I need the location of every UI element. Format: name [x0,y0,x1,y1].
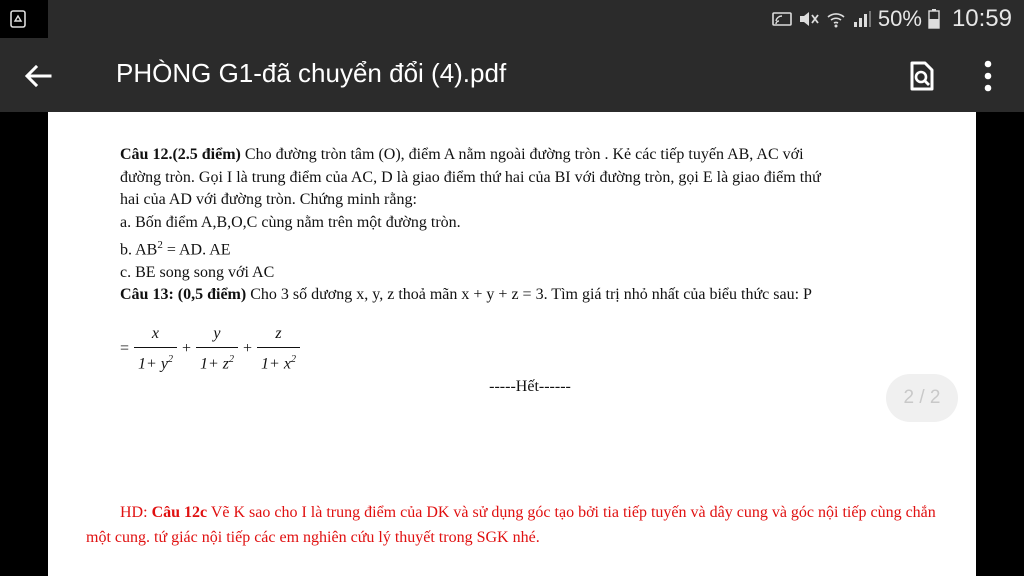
q12-heading: Câu 12.(2.5 điểm) [120,146,241,163]
plus-sign-1: + [181,340,191,358]
fraction-1-numerator: x [151,324,160,342]
status-bar [48,0,1024,38]
fraction-2-numerator: y [213,324,221,342]
app-bar [0,38,1024,112]
q12-item-a: a. Bốn điểm A,B,O,C cùng nằm trên một đường tròn. [120,213,461,231]
q13-line [120,284,940,307]
recycle-notification-icon [10,10,26,28]
q13-formula [120,323,940,376]
q12-line-2: đường tròn. Gọi I là trung điểm của AC, D là giao điểm thứ hai của BI với đường tròn, gọi E là giao điểm thứ [120,168,821,186]
mute-icon [798,11,820,27]
plus-sign-2: + [243,340,253,358]
document-search-icon[interactable] [905,60,937,92]
q12-item-b [120,234,940,262]
fraction-1-den-text: 1+ y [138,355,168,373]
hint-prefix: HD: [120,504,152,521]
q12-item-b-sup: 2 [157,239,163,251]
end-mark: -----Hết------ [489,378,571,396]
q12-item-b-prefix: b. AB [120,241,158,259]
fraction-3-numerator: z [275,324,282,342]
signal-icon [852,10,872,28]
fraction-1-sup: 2 [167,354,173,366]
fraction-3-denominator [257,347,300,376]
fraction-3 [257,323,300,376]
equals-sign: = [120,340,130,358]
page-indicator: 2 / 2 [886,374,958,422]
fraction-1-denominator [134,347,177,376]
hint-text: Vẽ K sao cho I là trung điểm của DK và sử dụng góc tạo bởi tia tiếp tuyến và dây cung và góc nội tiếp cùng chắn một cung. tứ giác nội tiếp các em nghiên cứu lý thuyết trong SGK nhé. [86,504,936,546]
q12-item-b-suffix: = AD. AE [162,241,231,259]
fraction-2-den-text: 1+ z [199,355,229,373]
wifi-icon [826,10,846,28]
fraction-2-sup: 2 [229,354,234,366]
fraction-2 [196,323,238,376]
pdf-page[interactable] [48,112,976,576]
q12-text-1: Cho đường tròn tâm (O), điểm A nằm ngoài đường tròn . Kẻ các tiếp tuyến AB, AC với [240,146,804,163]
back-arrow-icon[interactable] [22,60,54,92]
status-icons [772,6,1012,32]
document-title: PHÒNG G1-đã chuyển đổi (4).pdf [116,58,507,88]
q12-line-3: hai của AD với đường tròn. Chứng minh rằng: [120,191,417,208]
hint-paragraph [86,500,946,550]
q13-text: Cho 3 số dương x, y, z thoả mãn x + y + z = 3. Tìm giá trị nhỏ nhất của biểu thức sau: P [246,286,812,304]
clock: 10:59 [951,5,1012,32]
fraction-3-sup: 2 [290,354,296,366]
hint-label: Câu 12c [151,504,208,521]
q12-item-c: c. BE song song với AC [120,263,275,281]
battery-percent: 50% [877,6,922,31]
q12-line-1 [120,144,940,167]
battery-icon [928,9,940,29]
more-vertical-icon[interactable] [976,58,1000,94]
q13-heading: Câu 13: (0,5 điểm) [120,286,247,304]
fraction-2-denominator [196,347,238,376]
fraction-1 [134,323,177,376]
cast-icon [772,11,792,27]
document-body [120,144,940,399]
fraction-3-den-text: 1+ x [261,355,291,373]
